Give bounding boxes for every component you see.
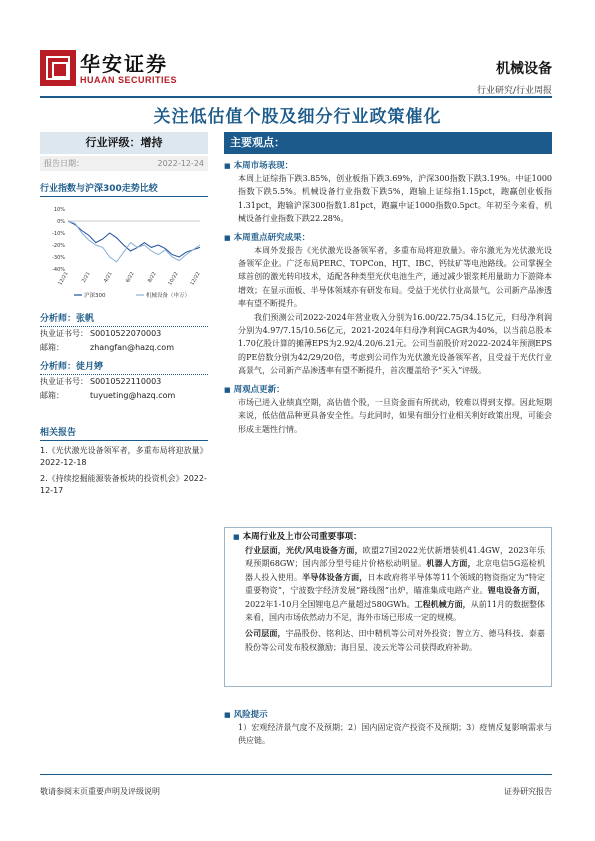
analyst-1-cert: S0010522070003 [90, 329, 162, 338]
research-results-para-2: 我们预测公司2022-2024年营业收入分别为16.00/22.75/34.15亿元，归母净利润分别为4.97/7.15/10.56亿元，2021-2024年归母净利润CAGR为40%，以当前总股本1.70亿股计算的摊薄EPS为2.92/4.20/6.21元。公司当前股价对2022-2024年预测EPS的PE倍数分别为42/29/20倍，考虑到公司作为光伏激光设备领军者，且受益于光伏行业高景气，公司新产品渗透率有望不断提升，首次覆盖给予“买入”评级。 [238, 312, 552, 376]
y-tick-label: -30% [52, 255, 65, 261]
y-tick-label: 0% [57, 219, 65, 225]
main-content [224, 132, 552, 436]
y-tick-label: -10% [52, 231, 65, 237]
related-report-2[interactable]: 2.《持续挖掘能源装备板块的投资机会》2022-12-17 [40, 474, 207, 495]
related-reports-heading: 相关报告 [40, 425, 208, 441]
analyst-2-cert-row [40, 375, 208, 389]
company-logo-cn: 华安证券 [80, 52, 168, 76]
chart-svg [40, 203, 208, 303]
x-tick-label: 6/22 [124, 271, 136, 284]
analyst-1-cert-label: 执业证书号： [40, 329, 88, 338]
robot-lead: 机器人方面， [426, 558, 476, 569]
report-title: 关注低估值个股及细分行业政策催化 [153, 107, 442, 127]
x-tick-label: 12/22 [189, 271, 202, 287]
industry-level-lead: 行业层面，光伏/风电设备方面， [245, 545, 363, 555]
risk-text: 1）宏观经济景气度不及预期；2）国内固定资产投资不及预期；3）疫情反复影响需求与供应链。 [238, 723, 552, 746]
report-type: 行业研究/行业周报 [476, 86, 552, 96]
y-tick-label: -20% [52, 243, 65, 249]
x-tick-label: 10/22 [167, 271, 180, 287]
risk-section [224, 703, 552, 748]
industry-events-para [231, 544, 545, 624]
lithium-lead: 锂电设备方面， [487, 585, 545, 596]
related-report-1[interactable]: 1.《光伏激光设备领军者，多重布局将迎放量》2022-12-18 [40, 446, 208, 467]
x-tick-label: 4/21 [102, 271, 114, 284]
report-date-value: 2022-12-24 [157, 159, 204, 168]
analyst-2-email-row [40, 389, 208, 403]
y-tick-label: -40% [52, 267, 65, 273]
construction-text: 从前11月的数据整体来看，国内市场依然动力不足，海外市场已形成一定的规模。 [245, 599, 545, 623]
weekly-events-box [224, 527, 552, 687]
sector-name: 机械设备 [496, 61, 552, 77]
semiconductor-lead: 半导体设备方面， [302, 571, 368, 582]
company-level-lead: 公司层面， [245, 628, 286, 639]
lithium-text: 2022年1-10月全国锂电总产量超过580GWh。 [245, 599, 415, 609]
research-results-heading: ■ 本周重点研究成果： [224, 232, 552, 244]
header-divider [40, 96, 552, 98]
research-results-para-1: 本周外发报告《光伏激光设备领军者，多重布局将迎放量》。帝尔激光为光伏激光设备领军企业。广泛布局PERC、TOPCon、HJT、IBC、钙钛矿等电池路线。公司掌握全球首创的激光转印技术，适配各种类型光伏电池生产，通过减少银浆耗用量助力下游降本增效；在显示面板、半导体领域亦有研发布局。受益于光伏行业高景气，公司新产品渗透率有望不断提升。 [238, 245, 552, 309]
report-date-label: 报告日期： [44, 159, 84, 168]
company-events-para [231, 627, 545, 654]
x-tick-label: 8/22 [146, 271, 158, 284]
analyst-2-cert-label: 执业证书号： [40, 377, 88, 386]
market-performance-heading: ■ 本周市场表现： [224, 160, 552, 172]
analyst-1-heading: 分析师：张帆 [40, 311, 208, 327]
footer-divider [40, 774, 552, 775]
market-performance-text: 本周上证综指下跌3.85%，创业板指下跌3.69%，沪深300指数下跌3.19%。中证1000指数下跌5.5%。机械设备行业指数下跌5%，跑输上证综指1.15pct，跑赢创业板指1.31pct，跑输沪深300指数1.81pct，跑赢中证1000指数0.5pct。年初至今来看，机械设备行业指数下跌22.28%。 [238, 174, 552, 224]
company-logo-mark [40, 50, 76, 86]
industry-rating: 行业评级：增持 [40, 132, 208, 154]
analyst-2-cert: S0010522110003 [90, 377, 162, 386]
report-date-row [40, 156, 208, 171]
weekly-view-text: 市场已进入业绩真空期，高估值个股，一旦资金面有所扰动，较难以得到支撑。因此短期来说，低估值品种更具备安全性。与此同时，如果有细分行业相关利好政策出现，可能会形成主题性行情。 [238, 397, 552, 434]
analyst-2-email[interactable]: tuyueting@hazq.com [90, 391, 176, 400]
robot-text: 北京电信5G巡检机器人投入使用。 [245, 559, 545, 582]
analyst-1-email-label: 邮箱： [40, 343, 64, 352]
x-tick-label: 2/21 [80, 271, 92, 284]
weekly-events-heading: ■ 本周行业及上市公司重要事项： [233, 530, 545, 544]
y-tick-label: 10% [53, 207, 65, 213]
chart-title: 行业指数与沪深300走势比较 [40, 181, 208, 197]
sidebar [40, 132, 208, 497]
legend-label-2: 机械设备（申万） [146, 293, 191, 299]
analyst-2-email-label: 邮箱： [40, 391, 64, 400]
analyst-1-email-row [40, 341, 208, 355]
footer-label: 证券研究报告 [504, 787, 552, 796]
semiconductor-text: 日本政府将半导体等11个领域的物资指定为“特定重要物资”，宁波数字经济发展“路线图”出炉，瞄准集成电路产业。 [245, 572, 546, 596]
legend-label-1: 沪深300 [84, 293, 106, 299]
analyst-2-heading: 分析师：徒月婷 [40, 359, 208, 375]
main-points-heading: 主要观点： [224, 132, 552, 154]
footer-disclaimer[interactable]: 敬请参阅末页重要声明及评级说明 [40, 787, 160, 796]
construction-lead: 工程机械方面， [414, 598, 471, 609]
analyst-1-cert-row [40, 327, 208, 341]
company-level-text: 宇晶股份、铭利达、田中精机等公司对外投资；智立方、德马科技、泰嘉股份等公司发布股权激励；海目星、凌云光等公司获得政府补助。 [245, 629, 546, 652]
analyst-1-email[interactable]: zhangfan@hazq.com [90, 343, 174, 352]
company-logo-en: HUAAN SECURITIES [80, 75, 178, 85]
x-tick-label: 12/21 [57, 271, 70, 287]
index-comparison-chart [40, 203, 208, 303]
risk-heading: ■ 风险提示 [224, 709, 552, 721]
industry-pv-text: 欧盟27国2022光伏新增装机41.4GW，2023年乐观预期68GW；国内部分型号硅片价格松动明显。 [245, 546, 545, 569]
weekly-view-heading: ■ 周观点更新： [224, 384, 552, 396]
